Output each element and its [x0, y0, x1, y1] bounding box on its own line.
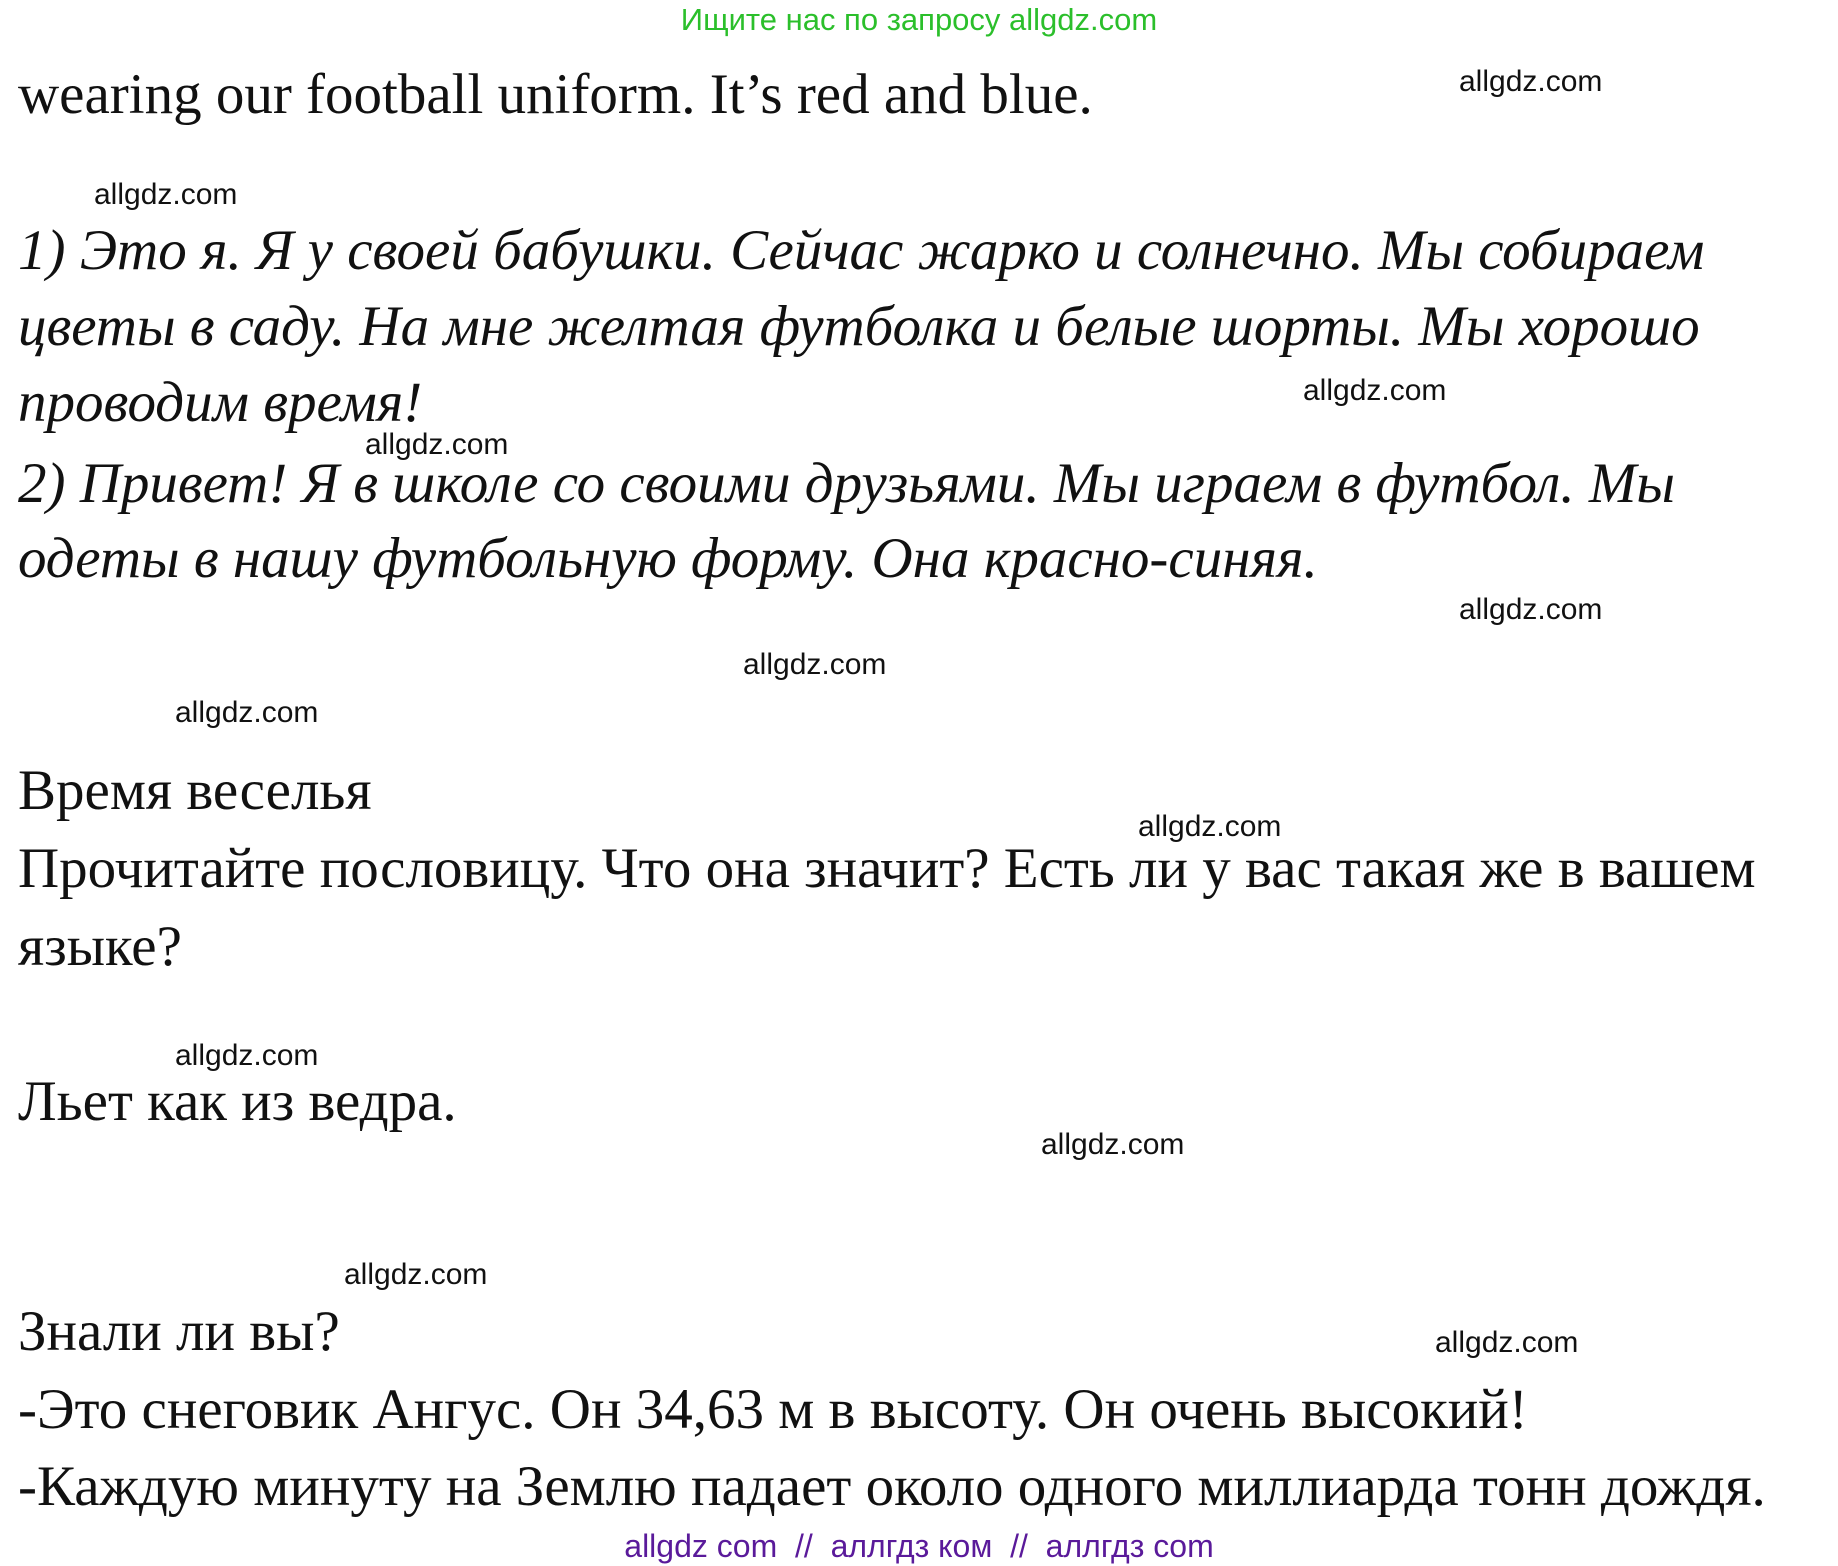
fact-1: -Это снеговик Ангус. Он 34,63 м в высоту. Он очень высокий!	[18, 1378, 1528, 1441]
watermark: allgdz.com	[1303, 374, 1447, 407]
watermark: allgdz.com	[175, 1039, 319, 1072]
fact-2: -Каждую минуту на Землю падает около одного миллиарда тонн дождя.	[18, 1455, 1766, 1518]
english-line: wearing our football uniform. It’s red and blue.	[18, 63, 1093, 126]
translation-line-2: цветы в саду. На мне желтая футболка и белые шорты. Мы хорошо	[18, 295, 1700, 358]
did-you-know-heading: Знали ли вы?	[18, 1300, 340, 1363]
watermark: allgdz.com	[344, 1258, 488, 1291]
proverb: Льет как из ведра.	[18, 1070, 457, 1133]
watermark: allgdz.com	[743, 648, 887, 681]
top-banner[interactable]: Ищите нас по запросу allgdz.com	[680, 2, 1158, 37]
fun-time-heading: Время веселья	[18, 759, 372, 822]
watermark: allgdz.com	[1459, 65, 1603, 98]
fun-time-instruction-2: языке?	[18, 915, 182, 978]
watermark: allgdz.com	[1435, 1326, 1579, 1359]
watermark: allgdz.com	[1459, 593, 1603, 626]
watermark: allgdz.com	[1138, 810, 1282, 843]
fun-time-instruction-1: Прочитайте пословицу. Что она значит? Есть ли у вас такая же в вашем	[18, 837, 1756, 900]
footer-watermark[interactable]: allgdz com // аллгдз ком // аллгдз com	[624, 1528, 1214, 1564]
watermark: allgdz.com	[175, 696, 319, 729]
translation-line-1: 1) Это я. Я у своей бабушки. Сейчас жарко и солнечно. Мы собираем	[18, 219, 1705, 282]
watermark: allgdz.com	[1041, 1128, 1185, 1161]
translation-line-4: 2) Привет! Я в школе со своими друзьями. Мы играем в футбол. Мы	[18, 452, 1675, 515]
watermark: allgdz.com	[94, 178, 238, 211]
watermark: allgdz.com	[365, 428, 509, 461]
translation-line-5: одеты в нашу футбольную форму. Она красно-синяя.	[18, 527, 1318, 590]
translation-line-3: проводим время!	[18, 371, 423, 434]
